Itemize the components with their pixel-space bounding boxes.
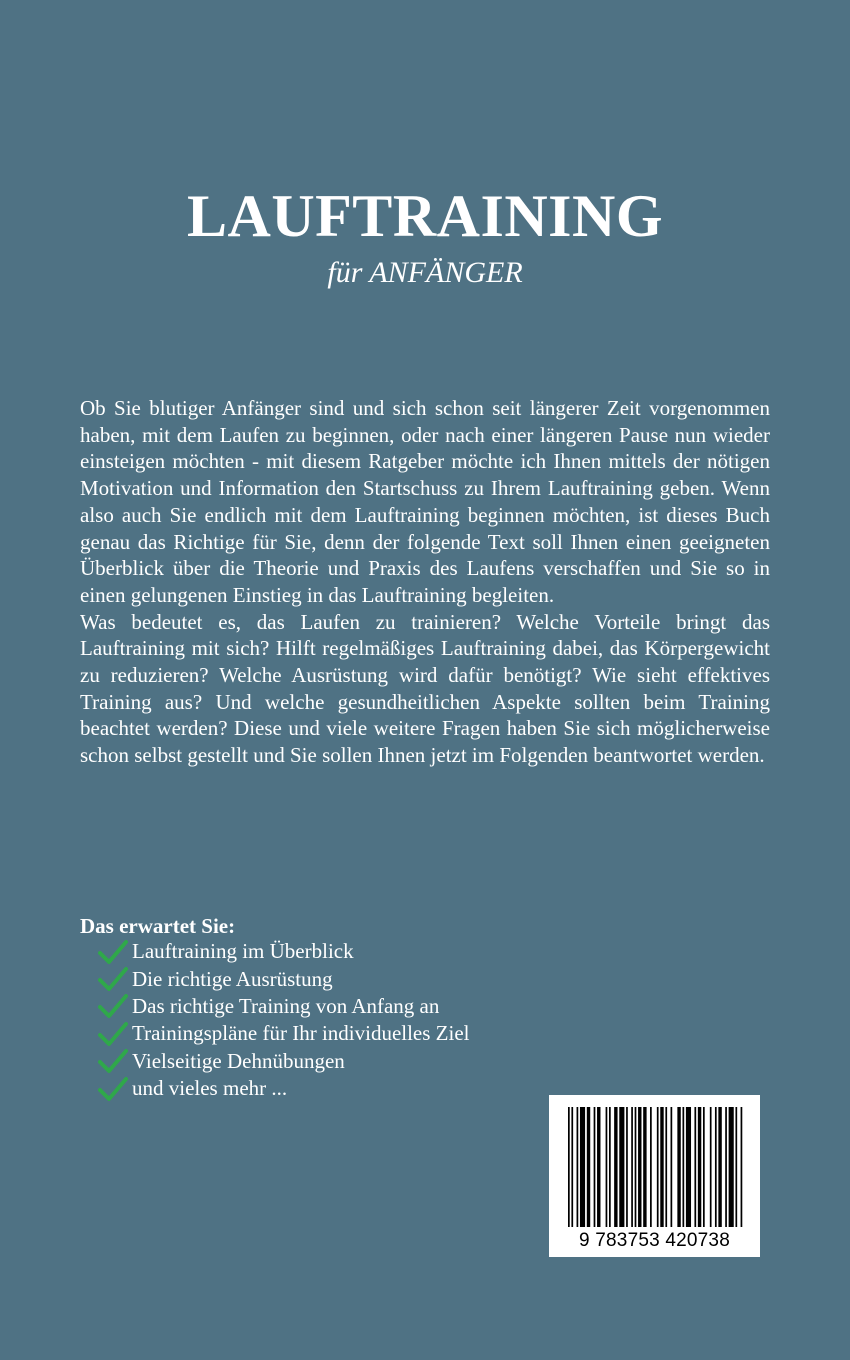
list-item xyxy=(98,993,470,1020)
blurb-paragraph-2: Was bedeutet es, das Laufen zu trainieren? Welche Vorteile bringt das Lauftraining mit sich? Hilft regelmäßiges Lauftraining dabei, das Körpergewicht zu reduzieren? Welche Ausrüstung wird dafür benötigt? Wie sieht effektives Training aus? Und welche gesundheitlichen Aspekte sollten beim Training beachtet werden? Diese und viele weitere Fragen haben Sie sich möglicherweise schon selbst gestellt und Sie sollen Ihnen jetzt im Folgenden beantwortet werden. xyxy=(80,609,770,768)
checkmark-icon xyxy=(98,939,128,965)
book-subtitle: für ANFÄNGER xyxy=(327,256,523,289)
list-item xyxy=(98,965,470,992)
blurb-text xyxy=(80,395,770,769)
checkmark-icon xyxy=(98,1076,128,1102)
list-item xyxy=(98,1048,470,1075)
list-item xyxy=(98,938,470,965)
list-item-label: Lauftraining im Überblick xyxy=(132,939,354,964)
blurb-paragraph-1: Ob Sie blutiger Anfänger sind und sich schon seit längerer Zeit vorgenommen haben, mit dem Laufen zu beginnen, oder nach einer längeren Pause nun wieder einsteigen möchten - mit diesem Ratgeber möchte ich Ihnen mittels der nötigen Motivation und Information den Startschuss zu Ihrem Lauftraining geben. Wenn also auch Sie endlich mit dem Lauftraining beginnen möchten, ist dieses Buch genau das Richtige für Sie, denn der folgende Text soll Ihnen einen geeigneten Überblick über die Theorie und Praxis des Laufens verschaffen und Sie so in einen gelungenen Einstieg in das Lauftraining begleiten. xyxy=(80,396,770,607)
expect-list xyxy=(98,938,470,1102)
list-item-label: Das richtige Training von Anfang an xyxy=(132,993,440,1018)
checkmark-icon xyxy=(98,1021,128,1047)
barcode-bars xyxy=(568,1107,744,1227)
checkmark-icon xyxy=(98,993,128,1019)
list-item-label: Die richtige Ausrüstung xyxy=(132,966,333,991)
list-item-label: Vielseitige Dehnübungen xyxy=(132,1048,345,1073)
isbn-barcode xyxy=(549,1095,760,1257)
checkmark-icon xyxy=(98,1048,128,1074)
list-item-label: und vieles mehr ... xyxy=(132,1076,288,1101)
list-item xyxy=(98,1020,470,1047)
book-title: LAUFTRAINING xyxy=(186,183,664,249)
expect-heading: Das erwartet Sie: xyxy=(80,914,236,938)
checkmark-icon xyxy=(98,966,128,992)
isbn-number: 9 783753 420738 xyxy=(579,1230,730,1251)
list-item-label: Trainingspläne für Ihr individuelles Ziel xyxy=(132,1021,470,1046)
list-item xyxy=(98,1075,470,1102)
